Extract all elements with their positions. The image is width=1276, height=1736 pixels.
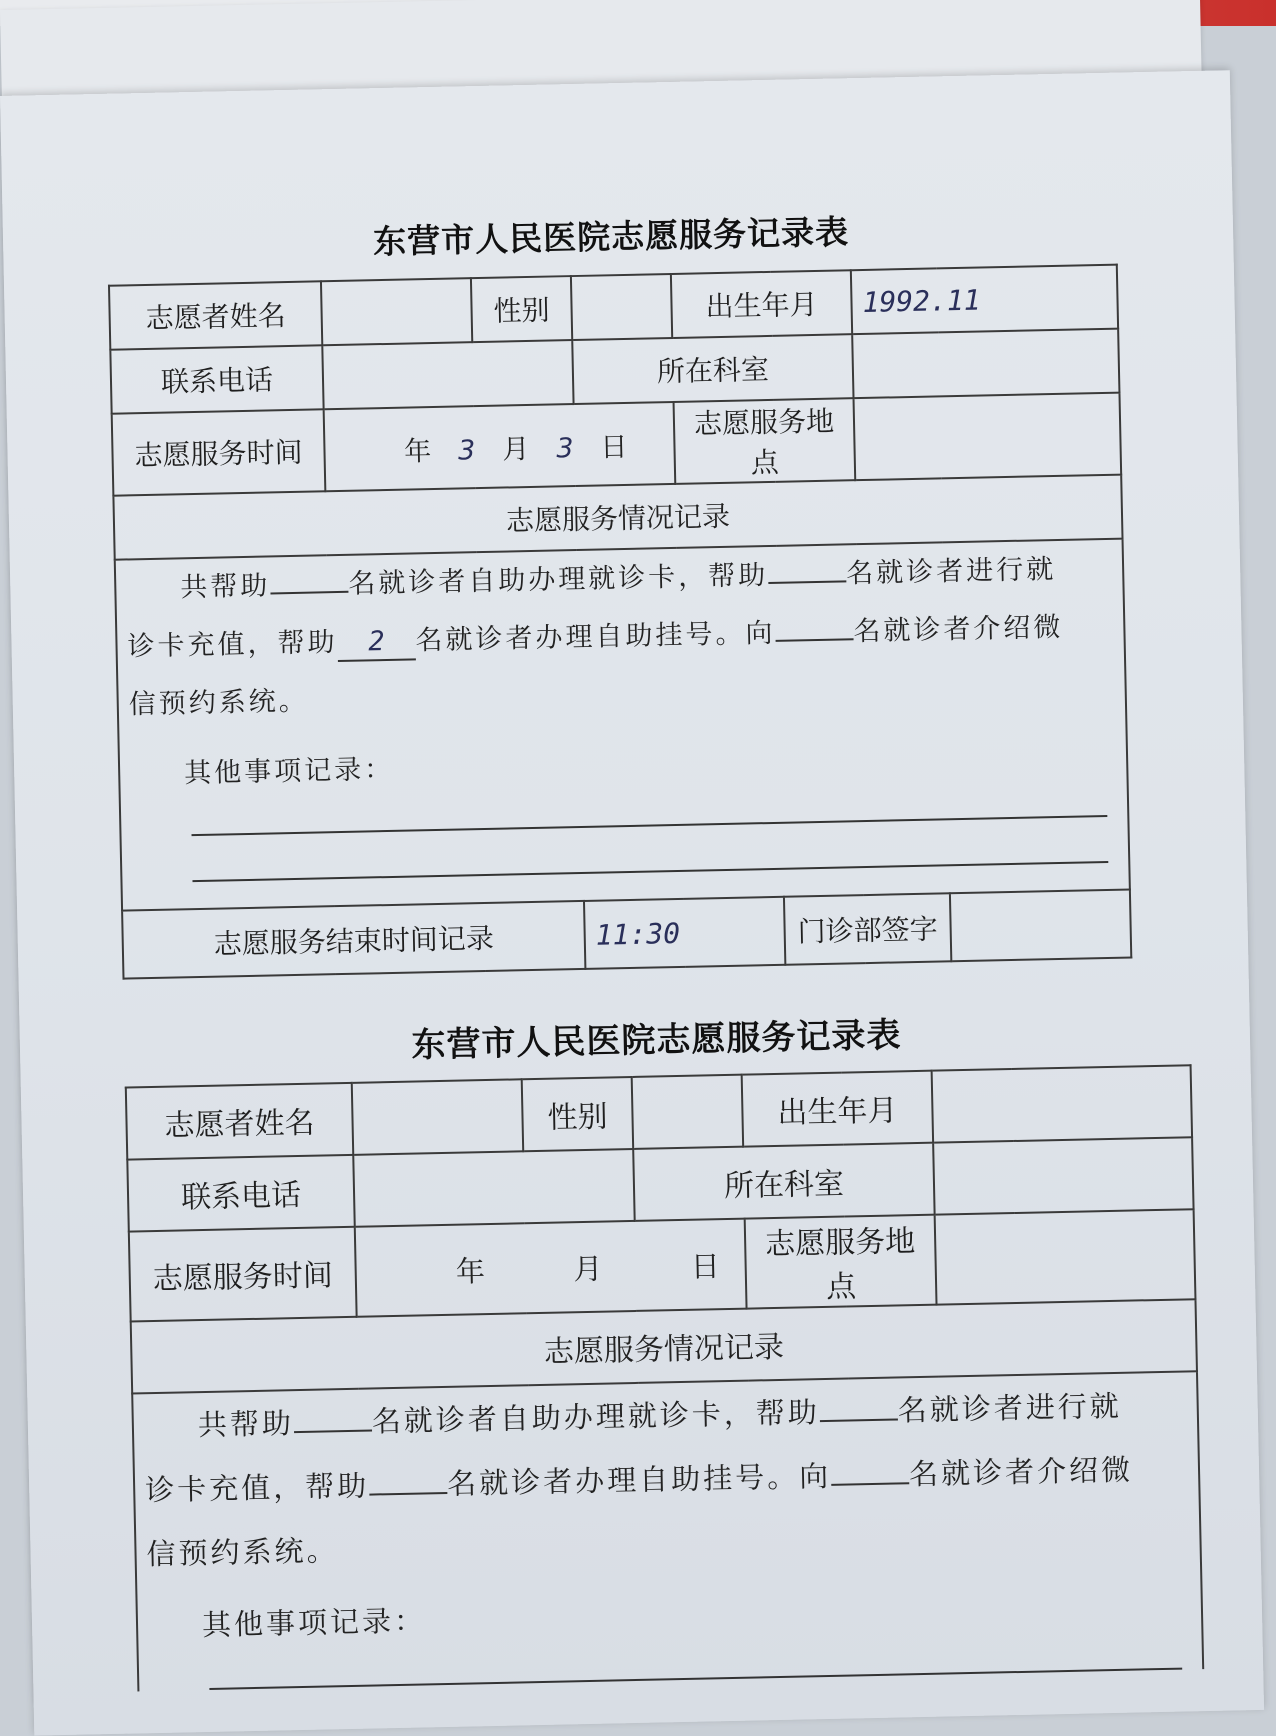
year-label: 年 <box>455 1253 486 1289</box>
service-place-value[interactable] <box>935 1209 1196 1304</box>
name-value[interactable] <box>321 278 472 345</box>
service-record-body <box>115 539 1130 911</box>
count-card-blank[interactable] <box>270 591 348 595</box>
dept-label: 所在科室 <box>633 1143 934 1221</box>
service-place-label: 志愿服务地点 <box>745 1215 937 1309</box>
phone-value[interactable] <box>353 1149 634 1227</box>
service-record-body <box>132 1371 1203 1691</box>
day-value: 3 <box>555 432 574 464</box>
other-line-2 <box>192 857 1108 882</box>
month-value: 3 <box>457 434 476 466</box>
phone-label: 联系电话 <box>127 1155 354 1232</box>
record-table <box>125 1064 1204 1691</box>
name-value[interactable] <box>352 1079 523 1155</box>
section-heading: 志愿服务情况记录 <box>113 475 1122 560</box>
record-form-2 <box>123 1001 1202 1691</box>
record-table <box>108 264 1132 980</box>
gender-label: 性别 <box>522 1077 633 1151</box>
gender-value[interactable] <box>632 1075 743 1149</box>
count-register-blank[interactable] <box>369 1492 447 1496</box>
sign-value[interactable] <box>950 890 1131 962</box>
form-title: 东营市人民医院志愿服务记录表 <box>411 1015 902 1066</box>
dept-value[interactable] <box>933 1137 1193 1214</box>
paper-sheet <box>0 70 1264 1735</box>
count-recharge-blank[interactable] <box>820 1418 898 1422</box>
name-label: 志愿者姓名 <box>109 281 322 349</box>
birth-label: 出生年月 <box>671 270 852 338</box>
other-label: 其他事项记录： <box>183 753 395 790</box>
gender-label: 性别 <box>471 276 572 342</box>
count-wechat-blank[interactable] <box>831 1482 909 1486</box>
service-time-label: 志愿服务时间 <box>112 409 326 495</box>
service-place-label: 志愿服务地点 <box>674 398 856 484</box>
day-label: 日 <box>600 431 628 463</box>
month-label: 月 <box>573 1251 603 1286</box>
sign-label: 门诊部签字 <box>784 893 951 964</box>
count-wechat-blank[interactable] <box>776 638 854 642</box>
gender-value[interactable] <box>571 274 672 340</box>
birth-value[interactable]: 1992.11 <box>851 265 1118 335</box>
year-value <box>336 460 396 461</box>
count-register-blank[interactable]: 2 <box>337 624 416 662</box>
section-heading: 志愿服务情况记录 <box>131 1299 1197 1393</box>
count-card-blank[interactable] <box>294 1430 372 1434</box>
service-date-value[interactable] <box>324 402 676 491</box>
record-paragraph: 共帮助 名就诊者自助办理就诊卡，帮助 名就诊者进行就 诊卡充值，帮助 名就诊者办理自助挂号。向 名就诊者介绍微 信预约系统。 <box>144 1388 1134 1572</box>
end-time-value[interactable]: 11:30 <box>584 897 785 969</box>
phone-value[interactable] <box>322 340 573 409</box>
name-label: 志愿者姓名 <box>126 1083 353 1160</box>
other-label: 其他事项记录： <box>201 1603 427 1643</box>
birth-label: 出生年月 <box>742 1071 933 1147</box>
record-paragraph: 共帮助 名就诊者自助办理就诊卡，帮助 名就诊者进行就 诊卡充值，帮助 2 名就诊者办理自助挂号。向 名就诊者介绍微 信预约系统。 <box>127 553 1064 721</box>
dept-value[interactable] <box>852 329 1119 399</box>
day-label: 日 <box>690 1248 721 1284</box>
birth-value[interactable] <box>932 1065 1192 1142</box>
service-date-value[interactable] <box>355 1219 747 1317</box>
service-place-value[interactable] <box>854 393 1122 481</box>
service-time-label: 志愿服务时间 <box>129 1227 357 1322</box>
count-recharge-blank[interactable] <box>768 580 846 584</box>
year-label: 年 <box>403 435 432 468</box>
end-time-label: 志愿服务结束时间记录 <box>122 901 585 979</box>
dept-label: 所在科室 <box>572 334 853 404</box>
month-label: 月 <box>501 433 530 466</box>
form-title: 东营市人民医院志愿服务记录表 <box>372 212 850 262</box>
record-form-1 <box>107 201 1131 980</box>
phone-label: 联系电话 <box>110 345 323 413</box>
